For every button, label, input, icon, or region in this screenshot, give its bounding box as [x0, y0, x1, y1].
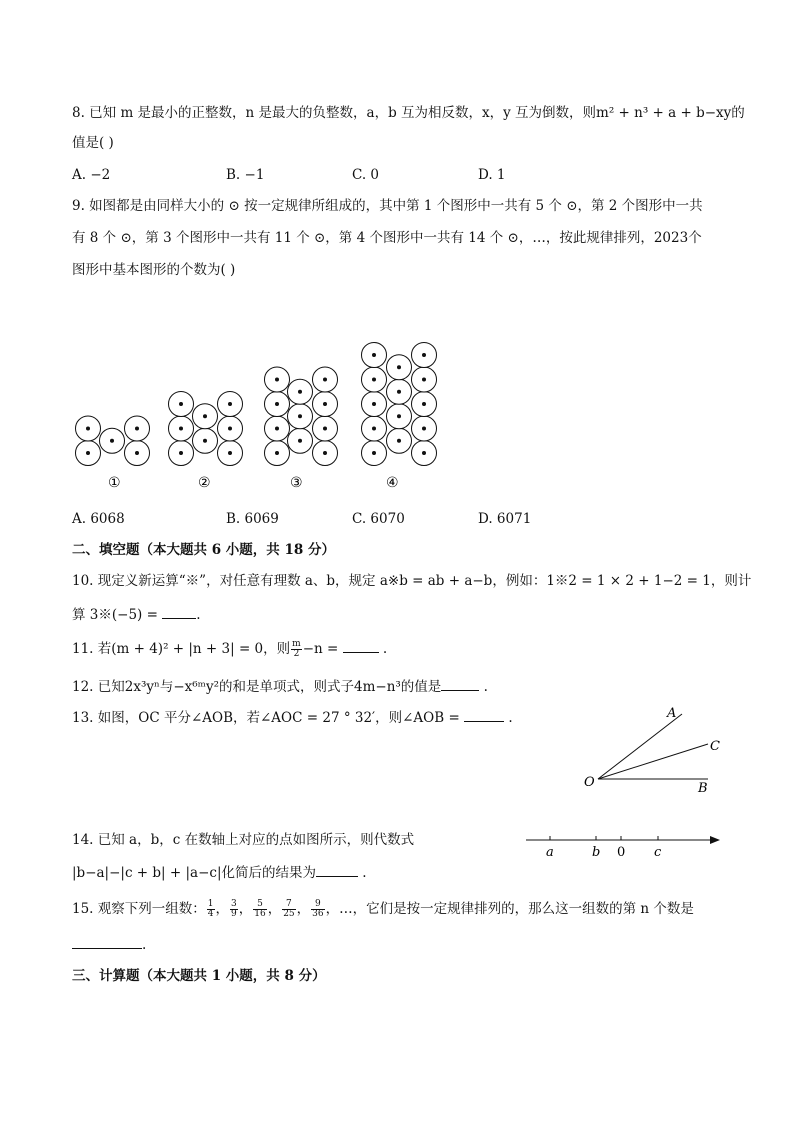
q11-suffix: −n =	[302, 641, 339, 657]
center-dot	[179, 427, 183, 431]
axis-label-c: c	[654, 845, 662, 860]
figure-label-4: ④	[386, 475, 399, 491]
center-dot	[372, 402, 376, 406]
q12-answer-blank[interactable]	[441, 676, 479, 691]
center-dot	[228, 427, 232, 431]
center-dot	[397, 365, 401, 369]
pattern-figure-1	[76, 416, 150, 491]
q9-line2: 有 8 个 ⊙，第 3 个图形中一共有 11 个 ⊙，第 4 个图形中一共有 14 个 ⊙，…，按此规律排列，2023个	[72, 230, 702, 246]
frac-den: 25	[283, 909, 295, 919]
center-dot	[228, 402, 232, 406]
center-dot	[422, 402, 426, 406]
q14-answer-blank[interactable]	[316, 862, 358, 877]
q11-frac-num: m	[292, 639, 301, 649]
center-dot	[135, 427, 139, 431]
pattern-figure-4	[362, 343, 437, 492]
center-dot	[298, 414, 302, 418]
q15-answer-blank[interactable]	[72, 934, 142, 949]
center-dot	[275, 378, 279, 382]
pattern-figure-2	[169, 392, 243, 492]
center-dot	[298, 439, 302, 443]
frac-num: 3	[231, 899, 237, 909]
q14-number-line	[524, 828, 724, 868]
q10-line2: 算 3※(−5) = .	[72, 604, 201, 624]
figure-label-2: ②	[198, 475, 211, 491]
frac-den: 16	[254, 909, 266, 919]
center-dot	[203, 414, 207, 418]
q15-frac-4	[282, 900, 295, 919]
q14-line1: 14. 已知 a，b，c 在数轴上对应的点如图所示，则代数式	[72, 832, 415, 848]
q9-option-b: B. 6069	[226, 511, 279, 527]
axis-label-0: 0	[617, 845, 626, 860]
center-dot	[422, 451, 426, 455]
q12-text: 12. 已知2x³yⁿ与−x⁶ᵐy²的和是单项式，则式子4m−n³的值是	[72, 679, 442, 695]
center-dot	[397, 414, 401, 418]
q15-frac-2	[230, 900, 238, 919]
label-a: A	[667, 706, 677, 721]
q11-prefix: 11. 若(m + 4)² + |n + 3| = 0，则	[72, 641, 291, 657]
q13-line: 13. 如图，OC 平分∠AOB，若∠AOC = 27 ° 32′，则∠AOB = .	[72, 707, 513, 727]
frac-num: 5	[253, 900, 266, 910]
center-dot	[323, 402, 327, 406]
axis-label-b: b	[592, 845, 601, 860]
center-dot	[372, 353, 376, 357]
label-b: B	[698, 781, 708, 796]
q8-line1: 8. 已知 m 是最小的正整数，n 是最大的负整数，a，b 互为相反数，x，y 互为倒数，则m² + n³ + a + b−xy的	[72, 105, 745, 121]
q15-suffix: ，…，它们是按一定规律排列的，那么这一组数的第 n 个数是	[325, 901, 694, 917]
center-dot	[228, 451, 232, 455]
center-dot	[179, 402, 183, 406]
label-o: O	[584, 775, 595, 790]
q13-angle-figure	[580, 702, 730, 802]
frac-num: 1	[207, 899, 214, 909]
center-dot	[110, 439, 114, 443]
q11-fraction	[291, 640, 302, 659]
q9-line1: 9. 如图都是由同样大小的 ⊙ 按一定规律所组成的，其中第 1 个图形中一共有 5 个 ⊙，第 2 个图形中一共	[72, 198, 703, 214]
pattern-figure-3	[265, 367, 338, 491]
q15-prefix: 15. 观察下列一组数：	[72, 901, 206, 917]
center-dot	[275, 451, 279, 455]
frac-num: 9	[311, 900, 324, 910]
center-dot	[275, 402, 279, 406]
center-dot	[179, 451, 183, 455]
center-dot	[372, 451, 376, 455]
section-3-heading: 三、计算题（本大题共 1 小题，共 8 分）	[72, 968, 326, 984]
q8-option-c: C. 0	[352, 167, 380, 183]
frac-num: 7	[282, 900, 295, 910]
q10-answer-blank[interactable]	[162, 604, 196, 619]
q15-frac-1	[207, 900, 215, 919]
q11-line: 11. 若(m + 4)² + |n + 3| = 0，则 $\frac{m}{2}$ −n = .	[72, 639, 388, 659]
center-dot	[275, 427, 279, 431]
q15-line: 15. 观察下列一组数： $\frac{1}{4}$ ， $\frac{3}{9}$ ， $\frac{5}{16}$ ， $\frac{7}{25}$ ， $\frac{9}{36}$ ，…，它们是按一定规律排列的，那么这一组数的第 n 个数是	[72, 899, 694, 919]
frac-den: 4	[207, 909, 214, 919]
q11-answer-blank[interactable]	[343, 638, 379, 653]
q9-line3: 图形中基本图形的个数为( )	[72, 262, 236, 278]
q8-option-a: A. −2	[72, 167, 111, 183]
center-dot	[323, 378, 327, 382]
ray-oc	[598, 744, 708, 779]
q13-answer-blank[interactable]	[464, 707, 504, 722]
label-c: C	[710, 739, 720, 754]
q15-frac-5	[311, 900, 324, 919]
q9-option-d: D. 6071	[478, 511, 532, 527]
q9-option-a: A. 6068	[72, 511, 125, 527]
center-dot	[422, 353, 426, 357]
figure-label-3: ③	[290, 475, 303, 491]
center-dot	[397, 390, 401, 394]
axis-arrow-icon	[710, 836, 720, 844]
q12-line: 12. 已知2x³yⁿ与−x⁶ᵐy²的和是单项式，则式子4m−n³的值是 .	[72, 676, 488, 696]
center-dot	[86, 451, 90, 455]
q13-text: 13. 如图，OC 平分∠AOB，若∠AOC = 27 ° 32′，则∠AOB =	[72, 710, 460, 726]
center-dot	[422, 427, 426, 431]
frac-den: 9	[231, 909, 237, 919]
q8-option-b: B. −1	[226, 167, 265, 183]
q8-option-d: D. 1	[478, 167, 506, 183]
q9-option-c: C. 6070	[352, 511, 405, 527]
q10-line1: 10. 现定义新运算“※”，对任意有理数 a、b，规定 a※b = ab + a−b，例如：1※2 = 1 × 2 + 1−2 = 1，则计	[72, 573, 752, 589]
center-dot	[323, 451, 327, 455]
q15-frac-3	[253, 900, 266, 919]
figure-label-1: ①	[108, 475, 121, 491]
center-dot	[135, 451, 139, 455]
center-dot	[372, 378, 376, 382]
q14-line2-text: |b−a|−|c + b| + |a−c|化简后的结果为	[72, 865, 317, 881]
q8-line2: 值是( )	[72, 135, 114, 151]
section-2-heading: 二、填空题（本大题共 6 小题，共 18 分）	[72, 542, 335, 558]
center-dot	[86, 427, 90, 431]
center-dot	[372, 427, 376, 431]
axis-label-a: a	[546, 845, 554, 860]
center-dot	[422, 378, 426, 382]
frac-den: 36	[312, 909, 324, 919]
q10-line2-text: 算 3※(−5) =	[72, 607, 158, 623]
q14-line2: |b−a|−|c + b| + |a−c|化简后的结果为 .	[72, 862, 367, 882]
ray-oa	[598, 714, 682, 779]
center-dot	[397, 439, 401, 443]
q11-frac-den: 2	[293, 649, 300, 659]
center-dot	[298, 390, 302, 394]
q15-blank-line: .	[72, 934, 146, 954]
center-dot	[323, 427, 327, 431]
center-dot	[203, 439, 207, 443]
